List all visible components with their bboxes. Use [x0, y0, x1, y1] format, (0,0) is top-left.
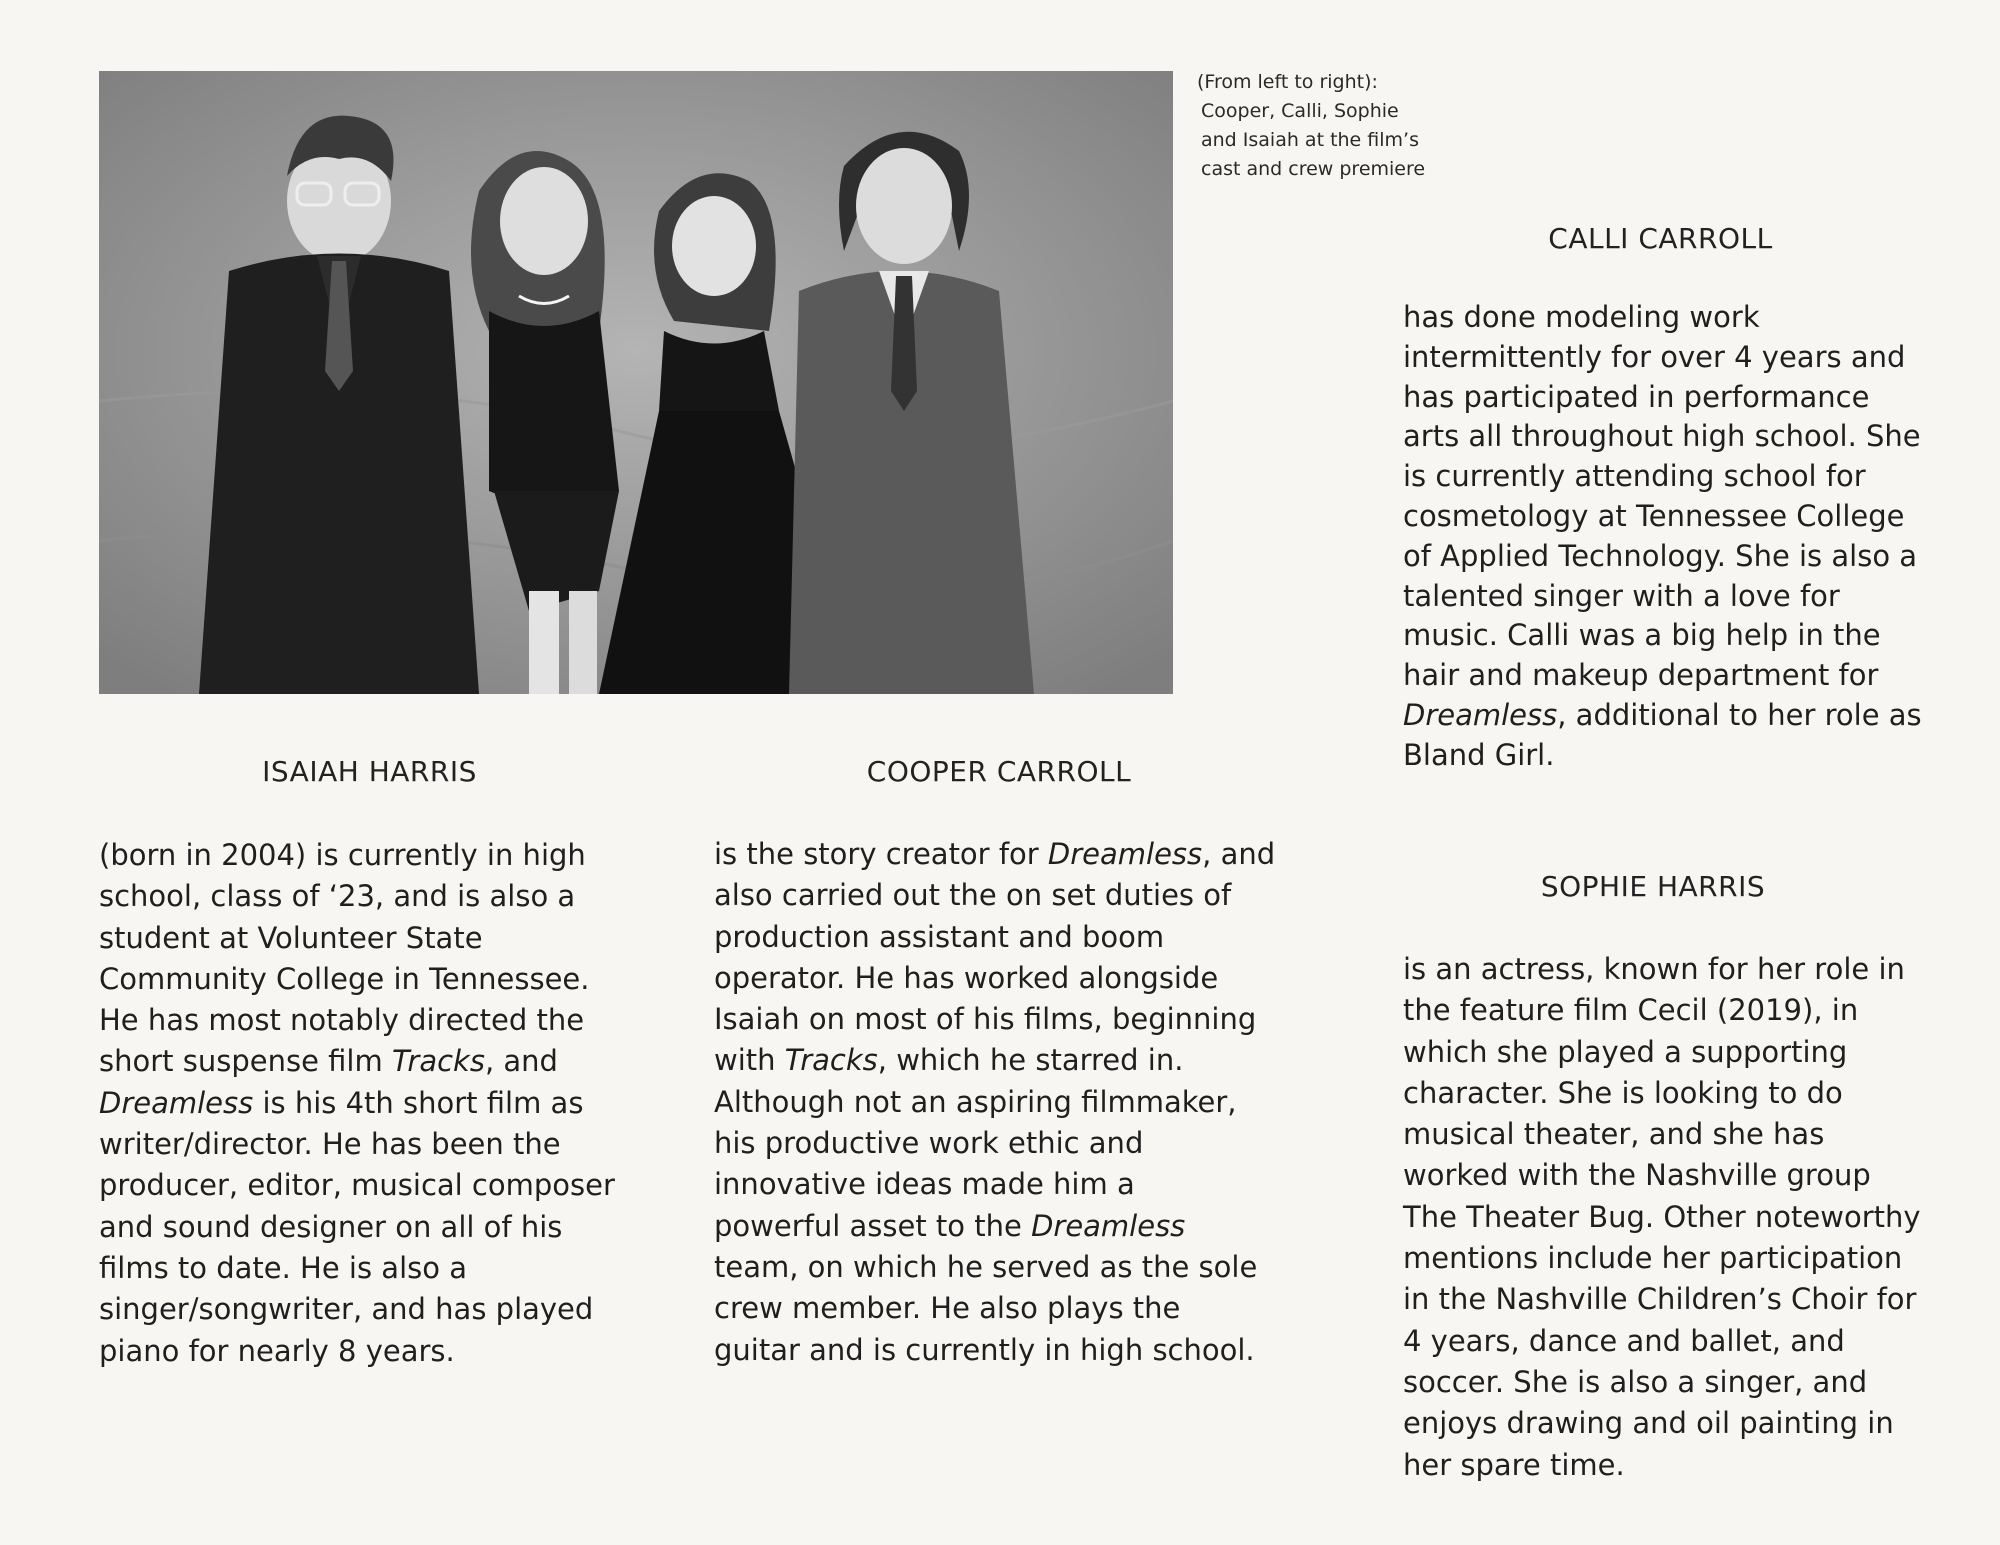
- caption-line: Cooper, Calli, Sophie: [1201, 100, 1399, 122]
- italic-title: Dreamless: [99, 1085, 254, 1120]
- bio-line: [1403, 1032, 1921, 1073]
- bio-text: piano for nearly 8 years.: [99, 1333, 455, 1368]
- cast-photo-illustration: [99, 71, 1173, 694]
- bio-text: of Applied Technology. She is also a: [1403, 538, 1918, 573]
- calli-heading: CALLI CARROLL: [1548, 222, 1773, 255]
- italic-title: Tracks: [784, 1043, 878, 1078]
- sophie-bio: [1403, 949, 1921, 1486]
- bio-text: and sound designer on all of his: [99, 1209, 563, 1244]
- bio-line: [99, 1248, 615, 1289]
- bio-text: her spare time.: [1403, 1447, 1625, 1482]
- bio-text: is an actress, known for her role in: [1403, 952, 1905, 986]
- bio-line: [714, 1123, 1275, 1164]
- isaiah-bio: [99, 835, 615, 1372]
- bio-line: [714, 1164, 1275, 1205]
- bio-line: [714, 1206, 1275, 1247]
- bio-text: writer/director. He has been the: [99, 1127, 561, 1162]
- bio-text: music. Calli was a big help in the: [1403, 618, 1881, 653]
- bio-line: [714, 1247, 1275, 1288]
- bio-line: [1403, 537, 1922, 577]
- cooper-heading: COOPER CARROLL: [866, 755, 1132, 788]
- bio-line: [714, 1330, 1275, 1371]
- bio-line: [99, 959, 615, 1000]
- bio-text: powerful asset to the: [714, 1208, 1032, 1243]
- bio-text: worked with the Nashville group: [1403, 1158, 1871, 1193]
- bio-line: [714, 999, 1275, 1040]
- bio-line: [714, 834, 1275, 875]
- bio-text: innovative ideas made him a: [714, 1167, 1135, 1202]
- bio-text: operator. He has worked alongside: [714, 960, 1219, 995]
- bio-line: [99, 1000, 615, 1041]
- bio-text: arts all throughout high school. She: [1403, 419, 1921, 454]
- bio-line: [714, 1288, 1275, 1329]
- bio-line: [99, 1124, 615, 1165]
- bio-text: singer/songwriter, and has played: [99, 1292, 594, 1327]
- bio-line: [1403, 696, 1922, 736]
- bio-text: school, class of ‘23, and is also a: [99, 879, 576, 914]
- bio-text: Community College in Tennessee.: [99, 961, 590, 996]
- bio-line: [1403, 1197, 1921, 1238]
- bio-text: has participated in performance: [1403, 379, 1870, 414]
- bio-line: [99, 835, 615, 876]
- bio-line: [99, 1289, 615, 1330]
- bio-text: talented singer with a love for: [1403, 578, 1840, 613]
- italic-title: Dreamless: [1031, 1208, 1186, 1243]
- bio-line: [99, 918, 615, 959]
- caption-line: and Isaiah at the film’s: [1201, 129, 1419, 151]
- bio-text: which she played a supporting: [1403, 1034, 1848, 1069]
- bio-line: [1403, 457, 1922, 497]
- bio-line: [1403, 1445, 1921, 1486]
- bio-line: [1403, 1279, 1921, 1320]
- bio-text: , additional to her role as: [1557, 697, 1922, 732]
- isaiah-heading: ISAIAH HARRIS: [262, 755, 477, 788]
- bio-line: [1403, 417, 1922, 457]
- bio-line: [1403, 736, 1922, 776]
- caption-line: (From left to right):: [1197, 71, 1378, 93]
- bio-line: [99, 876, 615, 917]
- bio-text: the feature film Cecil (2019), in: [1403, 993, 1859, 1028]
- bio-line: [1403, 1321, 1921, 1362]
- bio-line: [714, 1040, 1275, 1081]
- bio-text: crew member. He also plays the: [714, 1291, 1181, 1326]
- bio-line: [1403, 1155, 1921, 1196]
- bio-text: Isaiah on most of his films, beginning: [714, 1002, 1257, 1037]
- bio-text: Bland Girl.: [1403, 737, 1555, 772]
- bio-line: [1403, 616, 1922, 656]
- bio-text: He has most notably directed the: [99, 1003, 585, 1038]
- bio-text: 4 years, dance and ballet, and: [1403, 1323, 1845, 1358]
- bio-line: [1403, 1238, 1921, 1279]
- bio-text: mentions include her participation: [1403, 1241, 1903, 1276]
- bio-line: [99, 1207, 615, 1248]
- bio-line: [1403, 1073, 1921, 1114]
- bio-text: has done modeling work: [1403, 300, 1760, 334]
- bio-text: production assistant and boom: [714, 919, 1165, 954]
- bio-text: , and: [1202, 837, 1276, 871]
- bio-text: films to date. He is also a: [99, 1250, 467, 1285]
- bio-line: [714, 958, 1275, 999]
- cooper-bio: [714, 834, 1275, 1371]
- italic-title: Dreamless: [1403, 697, 1558, 732]
- bio-line: [1403, 298, 1922, 338]
- bio-line: [1403, 577, 1922, 617]
- photo-caption: [1197, 68, 1467, 184]
- bio-text: is currently attending school for: [1403, 459, 1866, 494]
- italic-title: Tracks: [391, 1044, 485, 1079]
- bio-text: student at Volunteer State: [99, 920, 483, 955]
- italic-title: Dreamless: [1047, 837, 1203, 871]
- bio-line: [1403, 497, 1922, 537]
- bio-line: [714, 1082, 1275, 1123]
- sophie-heading: SOPHIE HARRIS: [1540, 870, 1766, 903]
- caption-line: cast and crew premiere: [1201, 158, 1426, 180]
- bio-text: is the story creator for: [714, 837, 1048, 871]
- bio-line: [1403, 378, 1922, 418]
- bio-line: [99, 1331, 615, 1372]
- bio-text: also carried out the on set duties of: [714, 878, 1232, 913]
- bio-text: short suspense film: [99, 1044, 392, 1079]
- bio-text: musical theater, and she has: [1403, 1117, 1825, 1152]
- bio-text: team, on which he served as the sole: [714, 1249, 1258, 1284]
- bio-text: (born in 2004) is currently in high: [99, 838, 586, 872]
- bio-text: in the Nashville Children’s Choir for: [1403, 1282, 1917, 1317]
- bio-text: intermittently for over 4 years and: [1403, 339, 1906, 374]
- calli-bio: [1403, 298, 1922, 776]
- bio-text: character. She is looking to do: [1403, 1075, 1843, 1110]
- bio-line: [99, 1041, 615, 1082]
- bio-line: [1403, 1114, 1921, 1155]
- bio-line: [1403, 1403, 1921, 1444]
- bio-text: The Theater Bug. Other noteworthy: [1403, 1199, 1921, 1234]
- bio-line: [1403, 990, 1921, 1031]
- bio-text: , and: [484, 1044, 558, 1079]
- bio-text: is his 4th short film as: [253, 1085, 584, 1120]
- bio-text: Although not an aspiring filmmaker,: [714, 1084, 1237, 1119]
- bio-text: his productive work ethic and: [714, 1126, 1144, 1161]
- bio-text: guitar and is currently in high school.: [714, 1332, 1255, 1367]
- bio-line: [99, 1083, 615, 1124]
- bio-text: , which he starred in.: [877, 1043, 1184, 1078]
- bio-text: soccer. She is also a singer, and: [1403, 1364, 1868, 1399]
- bio-line: [714, 875, 1275, 916]
- bio-text: producer, editor, musical composer: [99, 1168, 615, 1203]
- bio-line: [1403, 1362, 1921, 1403]
- bio-line: [1403, 338, 1922, 378]
- cast-photo: [99, 71, 1173, 694]
- bio-line: [714, 917, 1275, 958]
- bio-text: enjoys drawing and oil painting in: [1403, 1406, 1894, 1441]
- bio-line: [1403, 949, 1921, 990]
- bio-text: cosmetology at Tennessee College: [1403, 498, 1905, 533]
- bio-text: hair and makeup department for: [1403, 658, 1879, 693]
- bio-line: [99, 1165, 615, 1206]
- bio-line: [1403, 656, 1922, 696]
- bio-text: with: [714, 1043, 785, 1078]
